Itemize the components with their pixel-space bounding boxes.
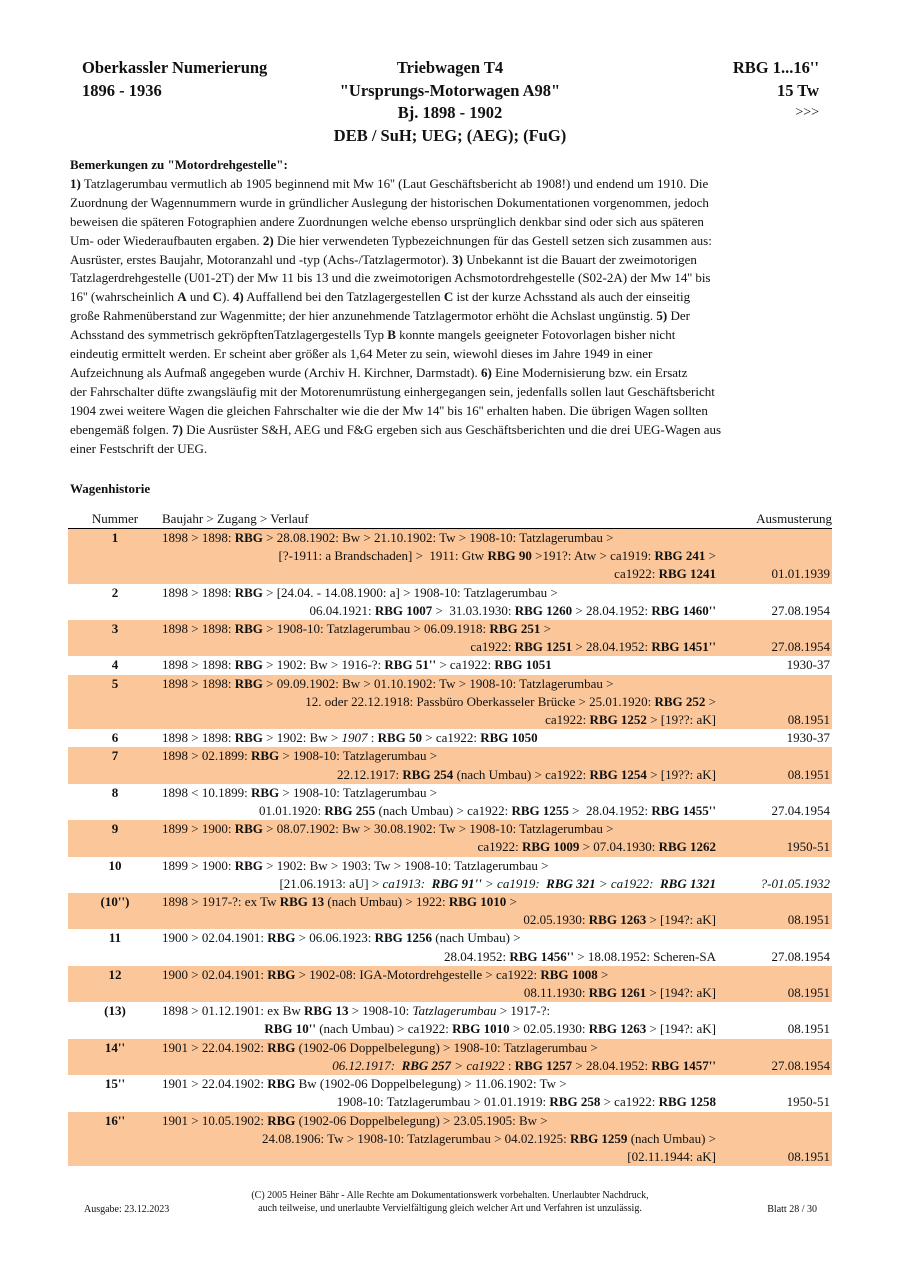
- history-line: 22.12.1917: RBG 254 (nach Umbau) > ca1922: RBG 1254 > [19??: aK]: [337, 766, 716, 782]
- car-number: 6: [111, 730, 119, 746]
- retirement-date: 27.08.1954: [771, 639, 830, 655]
- history-line: 1898 > 1898: RBG > 1902: Bw > 1916-?: RBG 51'' > ca1922: RBG 1051: [162, 657, 552, 673]
- retirement-date: 1930-37: [786, 657, 830, 673]
- table-row: [68, 675, 832, 730]
- table-rows: [68, 529, 832, 1166]
- car-history: [162, 675, 716, 730]
- edition-date: Ausgabe: 23.12.2023: [84, 1204, 170, 1215]
- table-row: [68, 1075, 832, 1111]
- table-row: [68, 784, 832, 820]
- car-number: (13): [104, 1003, 126, 1019]
- retirement-date: 1930-37: [786, 730, 830, 746]
- remarks-line: Achsstand des symmetrisch gekröpftenTatzlagergestells Typ B konnte mangels geeigneter Fotovorlagen bisher nicht: [70, 327, 676, 343]
- history-line: 02.05.1930: RBG 1263 > [194?: aK]: [523, 912, 716, 928]
- header-center: [250, 57, 650, 147]
- history-line: [21.06.1913: aU] > ca1913: RBG 91'' > ca1919: RBG 321 > ca1922: RBG 1321: [279, 875, 716, 891]
- car-number: 16'': [104, 1112, 126, 1128]
- sheet-number: Blatt 28 / 30: [767, 1204, 817, 1215]
- retirement-date: 27.08.1954: [771, 602, 830, 618]
- history-line: 1901 > 22.04.1902: RBG Bw (1902-06 Doppelbelegung) > 11.06.1902: Tw >: [162, 1076, 567, 1092]
- car-history: [162, 584, 716, 620]
- car-number: 9: [111, 821, 119, 837]
- manufacturers: DEB / SuH; UEG; (AEG); (FuG): [333, 125, 567, 145]
- vehicle-type: Triebwagen T4: [396, 58, 504, 77]
- remarks-title: Bemerkungen zu "Motordrehgestelle":: [70, 157, 288, 172]
- history-line: 06.04.1921: RBG 1007 > 31.03.1930: RBG 1260 > 28.04.1952: RBG 1460'': [309, 602, 716, 618]
- table-row: [68, 966, 832, 1002]
- copyright-notice: [220, 1189, 680, 1215]
- number-range: RBG 1...16'': [732, 58, 819, 77]
- period: 1896 - 1936: [82, 80, 162, 100]
- retirement-date: 1950-51: [786, 1094, 830, 1110]
- history-line: 1898 > 1898: RBG > [24.04. - 14.08.1900: a] > 1908-10: Tatzlagerumbau >: [162, 584, 558, 600]
- remarks-body: [70, 175, 832, 459]
- build-years: Bj. 1898 - 1902: [397, 103, 503, 122]
- remarks-line: große Rahmenüberstand zur Wagenmitte; der hier anzunehmende Tatzlagermotor erhöht die Achslast ungünstig. 5) Der: [70, 308, 690, 324]
- car-history: [162, 784, 716, 820]
- table-row: [68, 729, 832, 747]
- remarks-line: Aufzeichnung als Aufmaß angegeben wurde (Archiv H. Kirchner, Darmstadt). 6) Eine Modernisierung bzw. ein Ersatz: [70, 364, 688, 380]
- car-number: 8: [111, 784, 119, 800]
- table-header: [68, 510, 832, 529]
- copyright-line: auch teilweise, und unerlaubte Vervielfältigung gleich welcher Art und Verfahren ist unzulässig.: [258, 1203, 642, 1214]
- history-line: 1898 > 1917-?: ex Tw RBG 13 (nach Umbau) > 1922: RBG 1010 >: [162, 894, 517, 910]
- table-row: [68, 1112, 832, 1167]
- remarks-line: der Fahrschalter düfte zwangsläufig mit der Motorenumrüstung einhergegangen sein, jedenfalls sollen laut Geschäftsbericht: [70, 383, 715, 399]
- car-history: [162, 729, 716, 747]
- remarks-line: Ausrüster, erstes Baujahr, Motoranzahl und -typ (Achs-/Tatzlagermotor). 3) Unbekannt ist die Bauart der zweimotorigen: [70, 251, 697, 267]
- history-line: 24.08.1906: Tw > 1908-10: Tatzlagerumbau > 04.02.1925: RBG 1259 (nach Umbau) >: [261, 1130, 716, 1146]
- car-history: [162, 1039, 716, 1075]
- history-line: 1898 > 01.12.1901: ex Bw RBG 13 > 1908-10: Tatzlagerumbau > 1917-?:: [162, 1003, 551, 1019]
- history-line: 12. oder 22.12.1918: Passbüro Oberkasseler Brücke > 25.01.1920: RBG 252 >: [305, 693, 716, 709]
- car-history: [162, 1002, 716, 1038]
- history-line: 1898 > 1898: RBG > 1908-10: Tatzlagerumbau > 06.09.1918: RBG 251 >: [162, 621, 551, 637]
- vehicle-name: "Ursprungs-Motorwagen A98": [339, 80, 561, 100]
- remarks-line: 16'' (wahrscheinlich A und C). 4) Auffallend bei den Tatzlagergestellen C ist der kurze Achsstand als auch der einseitig: [70, 289, 691, 305]
- car-number: 4: [111, 657, 119, 673]
- table-row: [68, 1002, 832, 1038]
- car-history: [162, 929, 716, 965]
- remarks-line: 1904 zwei weitere Wagen die gleichen Fahrschalter wie die der Mw 14'' bis 16'' erhalten haben. Die übrigen Wagen sollten: [70, 402, 708, 418]
- table-row: [68, 584, 832, 620]
- history-line: 06.12.1917: RBG 257 > ca1922 : RBG 1257 > 28.04.1952: RBG 1457'': [332, 1057, 716, 1073]
- car-number: 14'': [104, 1039, 126, 1055]
- retirement-date: ?-01.05.1932: [760, 875, 830, 891]
- car-history: [162, 747, 716, 783]
- car-number: 1: [111, 530, 119, 545]
- table-row: [68, 656, 832, 674]
- car-history: [162, 529, 716, 584]
- table-row: [68, 929, 832, 965]
- history-line: 01.01.1920: RBG 255 (nach Umbau) > ca1922: RBG 1255 > 28.04.1952: RBG 1455'': [258, 803, 716, 819]
- car-number: 10: [108, 857, 122, 873]
- retirement-date: 27.08.1954: [771, 1057, 830, 1073]
- car-number: 11: [108, 930, 122, 946]
- history-title: Wagenhistorie: [70, 481, 151, 496]
- car-number: 2: [111, 584, 119, 600]
- next-page-arrows: >>>: [795, 105, 819, 120]
- history-line: ca1922: RBG 1241: [614, 566, 716, 582]
- history-line: 1901 > 22.04.1902: RBG (1902-06 Doppelbelegung) > 1908-10: Tatzlagerumbau >: [162, 1039, 598, 1055]
- table-row: [68, 857, 832, 893]
- remarks-section: [70, 156, 832, 459]
- history-line: 1898 > 1898: RBG > 28.08.1902: Bw > 21.10.1902: Tw > 1908-10: Tatzlagerumbau >: [162, 530, 614, 545]
- history-line: RBG 10'' (nach Umbau) > ca1922: RBG 1010 > 02.05.1930: RBG 1263 > [194?: aK]: [264, 1021, 716, 1037]
- car-history: [162, 620, 716, 656]
- history-line: 1899 > 1900: RBG > 08.07.1902: Bw > 30.08.1902: Tw > 1908-10: Tatzlagerumbau >: [162, 821, 614, 837]
- car-history: [162, 893, 716, 929]
- retirement-date: 08.1951: [787, 1148, 830, 1164]
- table-row: [68, 747, 832, 783]
- table-row: [68, 620, 832, 656]
- history-line: 1898 > 02.1899: RBG > 1908-10: Tatzlagerumbau >: [162, 748, 438, 764]
- retirement-date: 1950-51: [786, 839, 830, 855]
- remarks-line: einer Festschrift der UEG.: [70, 440, 208, 456]
- history-line: [02.11.1944: aK]: [627, 1148, 716, 1164]
- vehicle-count: 15 Tw: [776, 80, 819, 100]
- col-retired-header: Ausmusterung: [756, 511, 832, 526]
- car-number: 7: [111, 748, 119, 764]
- table-row: [68, 820, 832, 856]
- retirement-date: 27.08.1954: [771, 948, 830, 964]
- retirement-date: 08.1951: [787, 766, 830, 782]
- retirement-date: 08.1951: [787, 985, 830, 1001]
- history-line: 1900 > 02.04.1901: RBG > 06.06.1923: RBG 1256 (nach Umbau) >: [162, 930, 521, 946]
- history-line: ca1922: RBG 1252 > [19??: aK]: [545, 712, 716, 728]
- car-number: 5: [111, 675, 119, 691]
- header-left: [82, 57, 267, 102]
- car-history: [162, 820, 716, 856]
- car-number: 12: [108, 966, 122, 982]
- history-line: ca1922: RBG 1009 > 07.04.1930: RBG 1262: [477, 839, 716, 855]
- remarks-line: Zuordnung der Wagennummern wurde in gründlicher Auslegung der historischen Dokumentationen vorgenommen, jedoch: [70, 194, 709, 210]
- remarks-line: eindeutig ermittelt werden. Er scheint aber größer als 1,64 Meter zu sein, wiewohl dieses im Jahre 1949 in einer: [70, 346, 653, 362]
- car-history: [162, 1075, 716, 1111]
- history-line: 1901 > 10.05.1902: RBG (1902-06 Doppelbelegung) > 23.05.1905: Bw >: [162, 1112, 548, 1128]
- car-number: 15'': [104, 1076, 126, 1092]
- history-line: 1898 < 10.1899: RBG > 1908-10: Tatzlagerumbau >: [162, 784, 438, 800]
- retirement-date: 08.1951: [787, 1021, 830, 1037]
- remarks-line: 1) Tatzlagerumbau vermutlich ab 1905 beginnend mit Mw 16'' (Laut Geschäftsbericht ab 1908!) und endend um 1910. Die: [70, 175, 709, 191]
- history-line: 1899 > 1900: RBG > 1902: Bw > 1903: Tw > 1908-10: Tatzlagerumbau >: [162, 857, 549, 873]
- car-history: [162, 1112, 716, 1167]
- car-history: [162, 857, 716, 893]
- history-line: 1900 > 02.04.1901: RBG > 1902-08: IGA-Motordrehgestelle > ca1922: RBG 1008 >: [162, 966, 609, 982]
- col-number-header: Nummer: [91, 511, 139, 526]
- history-table: [68, 510, 832, 1166]
- car-number: 3: [111, 621, 119, 637]
- history-line: 1898 > 1898: RBG > 09.09.1902: Bw > 01.10.1902: Tw > 1908-10: Tatzlagerumbau >: [162, 675, 614, 691]
- table-row: [68, 529, 832, 584]
- remarks-line: beweisen die späteren Fotographien andere Zuordnungen welche ebenso ursprünglich denkbar sind oder sich aus späteren: [70, 213, 704, 229]
- col-course-header: Baujahr > Zugang > Verlauf: [162, 511, 309, 526]
- numbering-title: Oberkassler Numerierung: [82, 58, 268, 77]
- copyright-line: (C) 2005 Heiner Bähr - Alle Rechte am Dokumentationswerk vorbehalten. Unerlaubter Nachdruck,: [251, 1190, 649, 1201]
- retirement-date: 08.1951: [787, 712, 830, 728]
- history-line: 1908-10: Tatzlagerumbau > 01.01.1919: RBG 258 > ca1922: RBG 1258: [336, 1094, 716, 1110]
- retirement-date: 01.01.1939: [771, 566, 830, 582]
- history-line: 28.04.1952: RBG 1456'' > 18.08.1952: Scheren-SA: [443, 948, 716, 964]
- remarks-line: ebengemäß folgen. 7) Die Ausrüster S&H, AEG und F&G ergeben sich aus Geschäftsberichten und die drei UEG-Wagen aus: [70, 421, 722, 437]
- remarks-line: Tatzlagerdrehgestelle (U01-2T) der Mw 11 bis 13 und die zweimotorigen Achsmotordrehgestelle (S02-2A) der Mw 14'' bis: [70, 270, 711, 286]
- history-line: [?-1911: a Brandschaden] > 1911: Gtw RBG 90 >191?: Atw > ca1919: RBG 241 >: [278, 548, 716, 564]
- history-line: 1898 > 1898: RBG > 1902: Bw > 1907 : RBG 50 > ca1922: RBG 1050: [162, 730, 538, 746]
- remarks-line: Um- oder Wiederaufbauten ergaben. 2) Die hier verwendeten Typbezeichnungen für das Gestell setzen sich zusammen aus:: [70, 232, 712, 248]
- header-right: [733, 57, 819, 125]
- history-line: 08.11.1930: RBG 1261 > [194?: aK]: [523, 985, 716, 1001]
- car-history: [162, 656, 716, 674]
- retirement-date: 08.1951: [787, 912, 830, 928]
- table-row: [68, 1039, 832, 1075]
- car-history: [162, 966, 716, 1002]
- retirement-date: 27.04.1954: [771, 803, 830, 819]
- history-line: ca1922: RBG 1251 > 28.04.1952: RBG 1451'': [470, 639, 716, 655]
- car-number: (10''): [100, 894, 130, 910]
- table-row: [68, 893, 832, 929]
